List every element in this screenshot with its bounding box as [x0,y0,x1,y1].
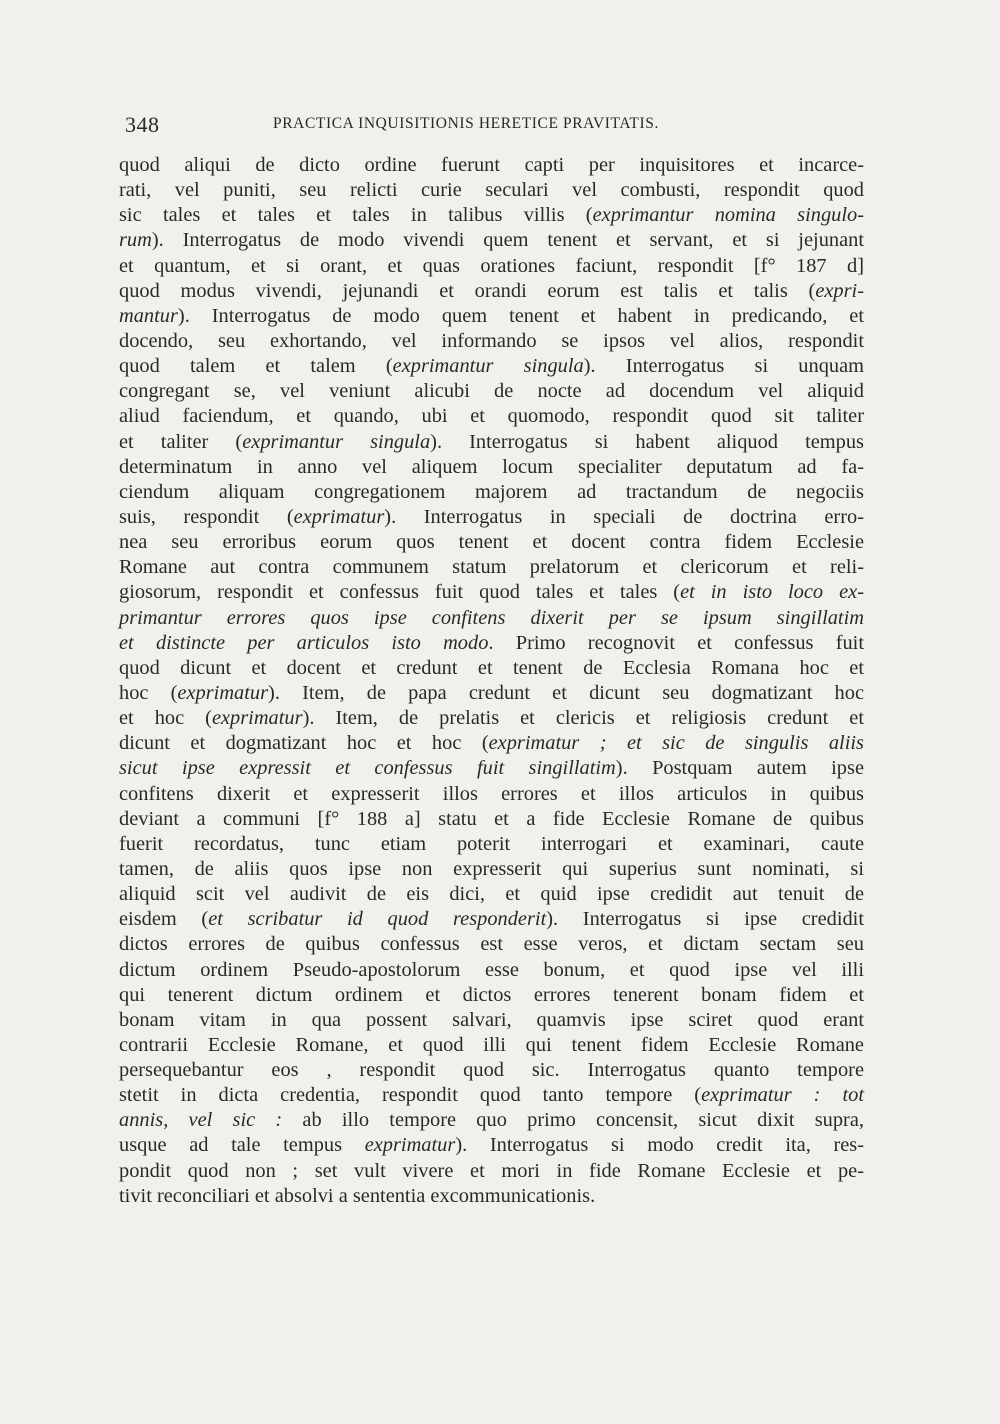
italic-segment: vel sic : [188,1109,283,1132]
text-segment: dictos errores de quibus confessus est esse veros, et dictam sectam seu [119,933,864,956]
text-line [119,706,864,731]
text-line [119,857,864,882]
page-header [125,112,865,136]
text-segment: bonam vitam in qua possent salvari, quamvis ipse sciret quod erant [119,1008,864,1031]
text-line [119,580,864,605]
text-segment: ). Interrogatus de modo vivendi quem tenent et servant, et si jejunant [151,229,864,252]
text-segment: hoc ( [119,681,178,704]
text-segment: ). Interrogatus in speciali de doctrina erro- [384,505,864,528]
italic-segment: exprimatur [177,681,269,704]
text-segment: aliquid scit vel audivit de eis dici, et quid ipse credidit aut tenuit de [119,883,864,906]
text-segment: tivit reconciliari et absolvi a sententia excommunicationis. [119,1184,596,1207]
text-line [119,404,864,429]
text-segment: , [163,1109,189,1132]
text-line [119,882,864,907]
text-segment: quod dicunt et docent et credunt et tenent de Ecclesia Romana hoc et [119,656,864,679]
italic-segment: exprimatur : tot [701,1084,865,1107]
text-segment: rati, vel puniti, seu relicti curie seculari vel combusti, respondit quod [119,179,864,202]
text-line [119,631,864,656]
text-line [119,1008,864,1033]
text-line [119,1058,864,1083]
text-segment: ). Interrogatus si habent aliquod tempus [430,430,864,453]
text-segment: ab illo tempore quo primo concensit, sicut dixit supra, [282,1109,864,1132]
text-segment: eisdem ( [119,908,209,931]
text-segment: sic tales et tales et tales in talibus villis ( [119,204,593,227]
italic-segment: exprimantur nomina singulo- [592,204,865,227]
text-segment: congregant se, vel veniunt alicubi de nocte ad docendum vel aliquid [119,380,864,403]
text-segment: ). Item, de prelatis et clericis et religiosis credunt et [302,707,864,730]
text-line [119,756,864,781]
text-segment: docendo, seu exhortando, vel informando se ipsos vel alios, respondit [119,329,864,352]
text-segment: et hoc ( [119,707,212,730]
text-segment: determinatum in anno vel aliquem locum specialiter deputatum ad fa- [119,455,864,478]
text-line [119,279,864,304]
text-segment: ). Postquam autem ipse [615,757,864,780]
text-segment: pondit quod non ; set vult vivere et mori in fide Romane Ecclesie et pe- [119,1159,864,1182]
italic-segment: rum [119,229,152,252]
text-segment: giosorum, respondit et confessus fuit quod tales et tales ( [119,581,681,604]
text-segment: qui tenerent dictum ordinem et dictos errores tenerent bonam fidem et [119,983,864,1006]
text-segment: dicunt et dogmatizant hoc et hoc ( [119,732,489,755]
text-line [119,606,864,631]
text-segment: aliud faciendum, et quando, ubi et quomodo, respondit quod sit taliter [119,405,864,428]
text-segment: quod aliqui de dicto ordine fuerunt capti per inquisitores et incarce- [119,154,864,176]
italic-segment: exprimatur ; et sic de singulis aliis [488,732,864,755]
text-line [119,656,864,681]
page-number: 348 [125,112,160,137]
text-segment: et taliter ( [119,430,243,453]
text-segment: ). Item, de papa credunt et dicunt seu dogmatizant hoc [268,681,864,704]
text-segment: quod modus vivendi, jejunandi et orandi eorum est talis et talis ( [119,279,816,302]
text-segment: tamen, de aliis quos ipse non expresserit qui superius sunt nominati, si [119,857,864,880]
text-line [119,329,864,354]
text-line [119,1184,864,1209]
italic-segment: expri- [815,279,864,302]
italic-segment: et distincte per articulos isto modo [119,631,489,654]
text-line [119,958,864,983]
text-line [119,782,864,807]
text-line [119,455,864,480]
italic-segment: mantur [119,304,178,327]
text-segment: deviant a communi [f° 188 a] statu et a fide Ecclesie Romane de quibus [119,807,864,830]
text-line [119,354,864,379]
text-line [119,1159,864,1184]
text-segment: . Primo recognovit et confessus fuit [488,631,865,654]
text-segment: ). Interrogatus si ipse credidit [546,908,865,931]
text-line [119,304,864,329]
text-segment: persequebantur eos , respondit quod sic. Interrogatus quanto tempore [119,1059,864,1082]
text-line [119,932,864,957]
italic-segment: primantur errores quos ipse confitens dixerit per se ipsum singillatim [119,606,864,629]
text-line [119,731,864,756]
text-line [119,1033,864,1058]
text-line [119,430,864,455]
text-line [119,807,864,832]
text-segment: contrarii Ecclesie Romane, et quod illi qui tenent fidem Ecclesie Romane [119,1033,864,1056]
text-line [119,228,864,253]
text-segment: et quantum, et si orant, et quas orationes faciunt, respondit [f° 187 d] [119,254,864,277]
text-line [119,480,864,505]
text-line [119,530,864,555]
italic-segment: exprimatur [293,505,385,528]
text-segment: quod talem et talem ( [119,355,393,378]
italic-segment: exprimantur singula [242,430,431,453]
text-line [119,153,864,178]
text-segment: ciendum aliquam congregationem majorem ad tractandum de negociis [119,480,864,503]
text-segment: fuerit recordatus, tunc etiam poterit interrogari et examinari, caute [119,832,864,855]
italic-segment: et in isto loco ex- [680,581,864,604]
text-line [119,832,864,857]
italic-segment: exprimantur singula [392,355,584,378]
text-line [119,681,864,706]
italic-segment: annis [119,1109,164,1132]
italic-segment: exprimatur [211,707,303,730]
text-line [119,1108,864,1133]
text-segment: ). Interrogatus si unquam [583,355,865,378]
text-line [119,203,864,228]
italic-segment: et scribatur id quod responderit [208,908,547,931]
text-line [119,178,864,203]
text-line [119,555,864,580]
text-segment: usque ad tale tempus [119,1134,365,1157]
text-line [119,505,864,530]
text-line [119,379,864,404]
text-segment: nea seu erroribus eorum quos tenent et docent contra fidem Ecclesie [119,531,864,554]
text-line [119,907,864,932]
italic-segment: sicut ipse expressit et confessus fuit singillatim [119,757,616,780]
text-segment: Romane aut contra communem statum prelatorum et clericorum et reli- [119,556,864,579]
italic-segment: exprimatur [364,1134,456,1157]
text-segment: ). Interrogatus si modo credit ita, res- [455,1134,865,1157]
text-line [119,254,864,279]
text-segment: dictum ordinem Pseudo-apostolorum esse bonum, et quod ipse vel illi [119,958,864,981]
text-segment: stetit in dicta credentia, respondit quod tanto tempore ( [119,1084,702,1107]
text-line [119,1083,864,1108]
text-line [119,1133,864,1158]
text-segment: suis, respondit ( [119,505,294,528]
text-segment: ). Interrogatus de modo quem tenent et habent in predicando, et [177,304,864,327]
body-text [119,153,864,1209]
running-title: PRACTICA INQUISITIONIS HERETICE PRAVITATIS. [273,115,659,132]
text-segment: confitens dixerit et expresserit illos errores et illos articulos in quibus [119,782,864,805]
text-line [119,983,864,1008]
